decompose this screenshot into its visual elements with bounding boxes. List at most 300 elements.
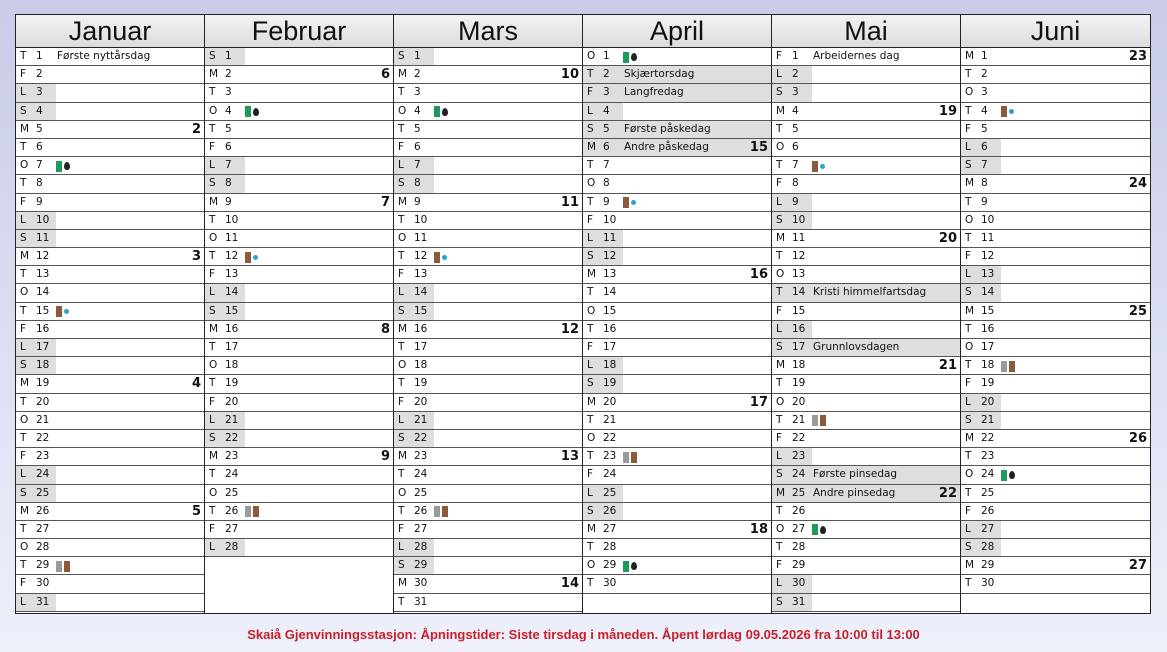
day-row — [772, 557, 960, 575]
weekday-letter: L — [587, 486, 593, 499]
day-row — [961, 121, 1150, 139]
weekday-letter: T — [209, 468, 216, 481]
weekday-letter: T — [776, 504, 783, 517]
week-number: 19 — [938, 103, 957, 119]
day-row — [583, 503, 771, 521]
day-number: 22 — [414, 431, 428, 444]
weekday-letter: L — [776, 322, 782, 335]
day-row — [961, 284, 1150, 302]
weekday-letter: O — [20, 413, 29, 426]
day-row — [583, 175, 771, 193]
day-row — [205, 103, 393, 121]
weekday-letter: O — [776, 522, 785, 535]
day-number: 3 — [36, 86, 43, 99]
weekday-letter: O — [965, 86, 974, 99]
weekday-letter: T — [776, 122, 783, 135]
weekday-letter: F — [20, 577, 27, 590]
green-bin-icon — [623, 52, 629, 63]
day-row — [205, 48, 393, 66]
day-number: 12 — [981, 250, 995, 263]
day-number: 7 — [414, 159, 421, 172]
weekday-letter: M — [776, 359, 786, 372]
grey-bin-icon — [623, 452, 629, 463]
blue-dot-icon — [631, 200, 636, 205]
weekday-letter: T — [398, 595, 405, 608]
day-row — [205, 139, 393, 157]
weekday-letter: O — [965, 341, 974, 353]
day-number: 21 — [603, 413, 617, 426]
week-number: 24 — [1128, 176, 1147, 192]
day-row — [16, 84, 204, 102]
drop-icon — [631, 53, 637, 61]
green-bin-icon — [245, 106, 251, 117]
day-number: 4 — [36, 104, 43, 117]
day-row — [394, 284, 582, 302]
day-row — [583, 303, 771, 321]
day-number: 28 — [36, 541, 50, 554]
drop-icon — [64, 162, 70, 170]
day-number: 14 — [225, 286, 239, 299]
day-row — [205, 175, 393, 193]
day-number: 8 — [603, 177, 610, 190]
day-row — [205, 284, 393, 302]
day-number: 14 — [981, 286, 995, 299]
week-number: 9 — [380, 449, 390, 465]
day-number: 16 — [792, 322, 806, 335]
week-number: 20 — [938, 230, 957, 246]
day-row — [961, 375, 1150, 393]
weekday-letter: L — [398, 286, 404, 299]
day-number: 15 — [981, 304, 995, 317]
weekday-letter: M — [965, 50, 975, 62]
day-row — [772, 139, 960, 157]
day-number: 24 — [36, 468, 50, 481]
weekday-letter: T — [587, 68, 594, 81]
weekday-letter: T — [776, 377, 783, 390]
day-number: 21 — [36, 413, 50, 426]
day-row — [394, 66, 582, 84]
weekday-letter: F — [20, 322, 27, 335]
weekday-letter: O — [965, 213, 974, 226]
weekday-letter: L — [587, 104, 593, 117]
day-number: 1 — [36, 50, 43, 62]
day-number: 7 — [36, 159, 43, 172]
weekday-letter: L — [965, 140, 971, 153]
weekday-letter: T — [587, 541, 594, 554]
day-number: 7 — [792, 159, 799, 172]
waste-collection-icons — [623, 51, 637, 63]
day-row — [961, 175, 1150, 193]
weekday-letter: L — [20, 86, 26, 99]
weekday-letter: F — [398, 268, 405, 281]
blue-dot-icon — [442, 255, 447, 260]
day-number: 29 — [414, 559, 428, 572]
day-number: 16 — [36, 322, 50, 335]
weekday-letter: M — [398, 450, 408, 463]
weekday-letter: T — [398, 86, 405, 99]
week-number: 12 — [560, 321, 579, 337]
day-number: 17 — [225, 341, 239, 353]
day-row — [16, 430, 204, 448]
waste-collection-icons — [1001, 469, 1015, 481]
day-row — [583, 212, 771, 230]
blue-dot-icon — [64, 309, 69, 314]
day-number: 30 — [981, 577, 995, 590]
month-column — [583, 15, 772, 613]
day-number: 5 — [225, 122, 232, 135]
day-number: 13 — [225, 268, 239, 281]
weekday-letter: T — [209, 504, 216, 517]
day-row — [394, 375, 582, 393]
day-number: 15 — [603, 304, 617, 317]
day-row — [394, 303, 582, 321]
day-number: 18 — [225, 359, 239, 372]
day-row — [583, 284, 771, 302]
weekday-letter: T — [965, 104, 972, 117]
day-number: 7 — [225, 159, 232, 172]
weekday-letter: M — [587, 522, 597, 535]
holiday-label: Skjærtorsdag — [624, 68, 695, 81]
day-row — [205, 230, 393, 248]
weekday-letter: F — [20, 195, 27, 208]
day-number: 12 — [792, 250, 806, 263]
weekday-letter: T — [965, 231, 972, 244]
day-row — [394, 175, 582, 193]
day-row — [394, 485, 582, 503]
day-row — [16, 284, 204, 302]
month-header: Juni — [961, 15, 1150, 48]
day-row — [394, 157, 582, 175]
day-number: 1 — [603, 50, 610, 62]
day-row — [961, 84, 1150, 102]
day-number: 25 — [981, 486, 995, 499]
weekday-letter: S — [209, 304, 216, 317]
weekday-letter: M — [398, 322, 408, 335]
waste-collection-icons — [623, 560, 637, 572]
weekday-letter: O — [398, 359, 407, 372]
weekday-letter: S — [398, 304, 405, 317]
day-number: 27 — [414, 522, 428, 535]
weekday-letter: M — [20, 122, 30, 135]
weekday-letter: S — [587, 377, 594, 390]
weekday-letter: S — [20, 231, 27, 244]
day-row — [772, 466, 960, 484]
day-number: 18 — [603, 359, 617, 372]
drop-icon — [631, 562, 637, 570]
waste-collection-icons — [812, 524, 826, 536]
day-number: 13 — [36, 268, 50, 281]
day-row — [583, 557, 771, 575]
day-number: 1 — [792, 50, 799, 62]
day-row — [583, 375, 771, 393]
day-row — [961, 430, 1150, 448]
day-number: 16 — [414, 322, 428, 335]
day-number: 12 — [225, 250, 239, 263]
day-row — [961, 521, 1150, 539]
day-row — [394, 321, 582, 339]
weekday-letter: S — [209, 177, 216, 190]
day-number: 15 — [792, 304, 806, 317]
brown-bin-icon — [820, 415, 826, 426]
day-number: 30 — [792, 577, 806, 590]
blue-dot-icon — [1009, 109, 1014, 114]
weekday-letter: S — [776, 86, 783, 99]
day-row — [583, 412, 771, 430]
weekday-letter: M — [398, 195, 408, 208]
day-number: 28 — [603, 541, 617, 554]
weekday-letter: F — [776, 304, 783, 317]
day-row — [16, 321, 204, 339]
day-row — [772, 66, 960, 84]
grey-bin-icon — [1001, 361, 1007, 372]
month-header: Mars — [394, 15, 582, 48]
weekday-letter: F — [398, 522, 405, 535]
week-number: 18 — [749, 521, 768, 537]
day-number: 9 — [603, 195, 610, 208]
day-row — [205, 412, 393, 430]
day-row — [772, 48, 960, 66]
weekday-letter: S — [587, 504, 594, 517]
day-row — [583, 266, 771, 284]
brown-bin-icon — [1009, 361, 1015, 372]
day-row — [205, 321, 393, 339]
day-row — [394, 448, 582, 466]
waste-collection-icons — [245, 106, 259, 118]
day-number: 21 — [792, 413, 806, 426]
day-row — [16, 212, 204, 230]
day-number: 17 — [414, 341, 428, 353]
weekday-letter: M — [587, 268, 597, 281]
brown-bin-icon — [253, 506, 259, 517]
day-row — [583, 48, 771, 66]
day-number: 4 — [981, 104, 988, 117]
weekday-letter: M — [209, 195, 219, 208]
weekday-letter: L — [776, 577, 782, 590]
day-row — [583, 575, 771, 593]
day-row — [772, 321, 960, 339]
drop-icon — [1009, 471, 1015, 479]
weekday-letter: F — [398, 140, 405, 153]
holiday-label: Første påskedag — [624, 122, 711, 135]
green-bin-icon — [1001, 470, 1007, 481]
day-row — [16, 157, 204, 175]
day-row — [394, 84, 582, 102]
day-number: 26 — [981, 504, 995, 517]
day-row — [16, 485, 204, 503]
grey-bin-icon — [56, 561, 62, 572]
day-number: 12 — [414, 250, 428, 263]
day-number: 25 — [792, 486, 806, 499]
day-number: 10 — [981, 213, 995, 226]
day-row — [961, 139, 1150, 157]
day-number: 6 — [414, 140, 421, 153]
day-number: 20 — [414, 395, 428, 408]
day-number: 10 — [414, 213, 428, 226]
day-row — [772, 412, 960, 430]
day-number: 26 — [603, 504, 617, 517]
day-row — [394, 575, 582, 593]
day-number: 6 — [792, 140, 799, 153]
day-number: 30 — [603, 577, 617, 590]
weekday-letter: S — [398, 431, 405, 444]
day-row — [583, 194, 771, 212]
weekday-letter: F — [209, 522, 216, 535]
day-number: 14 — [36, 286, 50, 299]
day-row — [772, 194, 960, 212]
day-row — [205, 121, 393, 139]
weekday-letter: M — [20, 250, 30, 263]
waste-collection-icons — [434, 506, 448, 518]
day-number: 31 — [792, 595, 806, 608]
weekday-letter: F — [587, 468, 594, 481]
day-number: 11 — [36, 231, 50, 244]
weekday-letter: M — [587, 140, 597, 153]
day-row — [772, 266, 960, 284]
day-number: 22 — [792, 431, 806, 444]
weekday-letter: S — [776, 213, 783, 226]
weekday-letter: O — [965, 468, 974, 481]
weekday-letter: S — [965, 159, 972, 172]
day-number: 2 — [981, 68, 988, 81]
weekday-letter: S — [209, 431, 216, 444]
day-row — [772, 394, 960, 412]
weekday-letter: T — [209, 86, 216, 99]
weekday-letter: F — [20, 450, 27, 463]
day-row — [205, 466, 393, 484]
weekday-letter: L — [776, 450, 782, 463]
week-number: 27 — [1128, 558, 1147, 574]
day-number: 13 — [603, 268, 617, 281]
month-header: Januar — [16, 15, 204, 48]
day-number: 11 — [414, 231, 428, 244]
weekday-letter: O — [587, 431, 596, 444]
weekday-letter: O — [398, 486, 407, 499]
blue-dot-icon — [820, 164, 825, 169]
day-row — [16, 357, 204, 375]
day-row — [394, 139, 582, 157]
day-number: 10 — [792, 213, 806, 226]
day-row — [205, 157, 393, 175]
day-number: 10 — [603, 213, 617, 226]
day-number: 9 — [981, 195, 988, 208]
day-number: 17 — [36, 341, 50, 353]
day-row — [394, 430, 582, 448]
day-number: 28 — [225, 541, 239, 554]
day-row — [961, 412, 1150, 430]
weekday-letter: T — [398, 377, 405, 390]
weekday-letter: T — [776, 159, 783, 172]
weekday-letter: F — [776, 559, 783, 572]
day-number: 23 — [792, 450, 806, 463]
day-number: 27 — [981, 522, 995, 535]
day-number: 16 — [603, 322, 617, 335]
day-row — [961, 157, 1150, 175]
day-row — [16, 466, 204, 484]
day-number: 20 — [36, 395, 50, 408]
day-row — [583, 521, 771, 539]
day-number: 11 — [792, 231, 806, 244]
day-number: 3 — [603, 86, 610, 99]
day-row — [961, 466, 1150, 484]
day-number: 13 — [981, 268, 995, 281]
weekday-letter: M — [965, 431, 975, 444]
day-row — [205, 339, 393, 357]
weekday-letter: S — [20, 104, 27, 117]
day-number: 23 — [981, 450, 995, 463]
day-row — [394, 266, 582, 284]
day-number: 23 — [225, 450, 239, 463]
weekday-letter: L — [776, 195, 782, 208]
week-number: 3 — [191, 249, 201, 265]
weekday-letter: T — [209, 341, 216, 353]
day-number: 14 — [792, 286, 806, 299]
day-number: 15 — [36, 304, 50, 317]
weekday-letter: T — [587, 577, 594, 590]
day-row — [205, 448, 393, 466]
day-number: 18 — [414, 359, 428, 372]
day-number: 6 — [36, 140, 43, 153]
week-number: 16 — [749, 267, 768, 283]
day-number: 9 — [792, 195, 799, 208]
weekday-letter: F — [776, 50, 783, 62]
weekday-letter: T — [20, 140, 27, 153]
brown-bin-icon — [623, 197, 629, 208]
day-row — [772, 521, 960, 539]
weekday-letter: L — [20, 468, 26, 481]
weekday-letter: O — [776, 268, 785, 281]
day-number: 2 — [36, 68, 43, 81]
day-number: 30 — [414, 577, 428, 590]
weekday-letter: S — [965, 413, 972, 426]
day-row — [961, 557, 1150, 575]
day-number: 26 — [36, 504, 50, 517]
weekday-letter: T — [776, 413, 783, 426]
day-number: 5 — [414, 122, 421, 135]
week-number: 13 — [560, 449, 579, 465]
day-number: 9 — [414, 195, 421, 208]
weekday-letter: F — [965, 377, 972, 390]
day-row — [205, 394, 393, 412]
day-number: 15 — [414, 304, 428, 317]
day-row — [394, 357, 582, 375]
day-number: 16 — [225, 322, 239, 335]
brown-bin-icon — [434, 252, 440, 263]
weekday-letter: S — [965, 286, 972, 299]
day-row — [772, 575, 960, 593]
day-number: 23 — [414, 450, 428, 463]
day-row — [205, 248, 393, 266]
waste-collection-icons — [56, 160, 70, 172]
day-number: 3 — [225, 86, 232, 99]
day-number: 8 — [792, 177, 799, 190]
weekday-letter: O — [20, 541, 29, 554]
day-row — [205, 430, 393, 448]
day-row — [772, 248, 960, 266]
weekday-letter: O — [587, 177, 596, 190]
weekday-letter: T — [398, 341, 405, 353]
day-row — [16, 175, 204, 193]
weekday-letter: T — [20, 522, 27, 535]
month-column — [394, 15, 583, 613]
grey-bin-icon — [245, 506, 251, 517]
day-number: 26 — [414, 504, 428, 517]
day-row — [772, 594, 960, 612]
week-number: 8 — [380, 321, 390, 337]
waste-collection-icons — [1001, 106, 1014, 118]
day-row — [961, 303, 1150, 321]
day-row — [394, 412, 582, 430]
day-number: 20 — [225, 395, 239, 408]
